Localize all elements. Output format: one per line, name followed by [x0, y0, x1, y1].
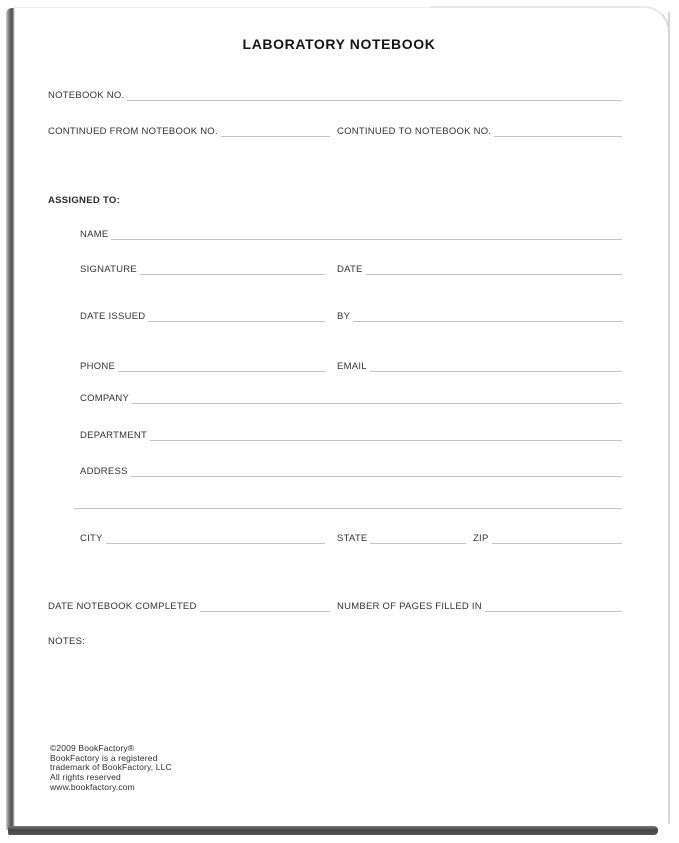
- zip-label: ZIP: [473, 533, 489, 544]
- phone-label: PHONE: [80, 361, 116, 372]
- notebook-no-field: [48, 86, 622, 101]
- phone-line: [118, 371, 325, 372]
- address-label: ADDRESS: [80, 466, 128, 477]
- city-line: [106, 543, 325, 544]
- company-line: [132, 403, 622, 404]
- notebook-no-line: [127, 100, 622, 101]
- address-field: [80, 462, 622, 477]
- page-right-edge: [668, 12, 670, 824]
- notes-heading: NOTES:: [48, 636, 86, 647]
- state-label: STATE: [337, 533, 368, 544]
- state-field: [337, 529, 466, 544]
- continued-to-line: [494, 136, 622, 137]
- date-field: [337, 260, 622, 275]
- phone-field: [80, 357, 325, 372]
- footer-website: www.bookfactory.com: [50, 781, 135, 792]
- continued-from-line: [221, 136, 330, 137]
- page-title: LABORATORY NOTEBOOK: [242, 36, 436, 52]
- company-field: [80, 389, 622, 404]
- footer-line: BookFactory is a registered: [50, 752, 158, 763]
- department-label: DEPARTMENT: [80, 430, 148, 441]
- by-line: [353, 321, 622, 322]
- date-notebook-completed-field: [48, 597, 330, 612]
- email-field: [337, 357, 622, 372]
- date-issued-field: [80, 307, 325, 322]
- footer-line: trademark of BookFactory, LLC: [50, 762, 172, 773]
- continued-to-field: [337, 122, 622, 137]
- name-line: [111, 239, 622, 240]
- zip-field: [473, 529, 622, 544]
- notebook-no-label: NOTEBOOK NO.: [48, 90, 125, 101]
- page-left-edge-shadow: [6, 8, 15, 830]
- name-label: NAME: [80, 229, 109, 240]
- signature-label: SIGNATURE: [80, 264, 137, 275]
- continued-from-field: [48, 122, 330, 137]
- date-issued-line: [148, 321, 325, 322]
- signature-line: [140, 274, 325, 275]
- city-label: CITY: [80, 533, 103, 544]
- pages-filled-in-field: [337, 597, 622, 612]
- footer-copyright: [50, 744, 172, 793]
- department-line: [150, 440, 622, 441]
- address-continuation-line: [74, 508, 622, 509]
- page-bottom-edge-shadow: [8, 826, 658, 835]
- continued-to-label: CONTINUED TO NOTEBOOK NO.: [337, 126, 492, 137]
- address-continuation-field: [74, 494, 622, 509]
- department-field: [80, 426, 622, 441]
- pages-filled-in-line: [485, 611, 622, 612]
- signature-field: [80, 260, 325, 275]
- page-top-edge: [14, 7, 444, 8]
- footer-line: ©2009 BookFactory®: [50, 743, 135, 753]
- continued-from-label: CONTINUED FROM NOTEBOOK NO.: [48, 126, 218, 137]
- by-field: [337, 307, 622, 322]
- address-line: [131, 476, 622, 477]
- company-label: COMPANY: [80, 393, 130, 404]
- footer-line: All rights reserved: [50, 772, 121, 783]
- state-line: [370, 543, 466, 544]
- assigned-to-heading: ASSIGNED TO:: [48, 195, 121, 206]
- by-label: BY: [337, 311, 351, 322]
- date-notebook-completed-label: DATE NOTEBOOK COMPLETED: [48, 601, 197, 612]
- email-label: EMAIL: [337, 361, 367, 372]
- date-notebook-completed-line: [200, 611, 330, 612]
- pages-filled-in-label: NUMBER OF PAGES FILLED IN: [337, 601, 482, 612]
- email-line: [370, 371, 622, 372]
- date-line: [366, 274, 622, 275]
- date-issued-label: DATE ISSUED: [80, 311, 146, 322]
- zip-line: [492, 543, 622, 544]
- name-field: [80, 225, 622, 240]
- city-field: [80, 529, 325, 544]
- date-label: DATE: [337, 264, 363, 275]
